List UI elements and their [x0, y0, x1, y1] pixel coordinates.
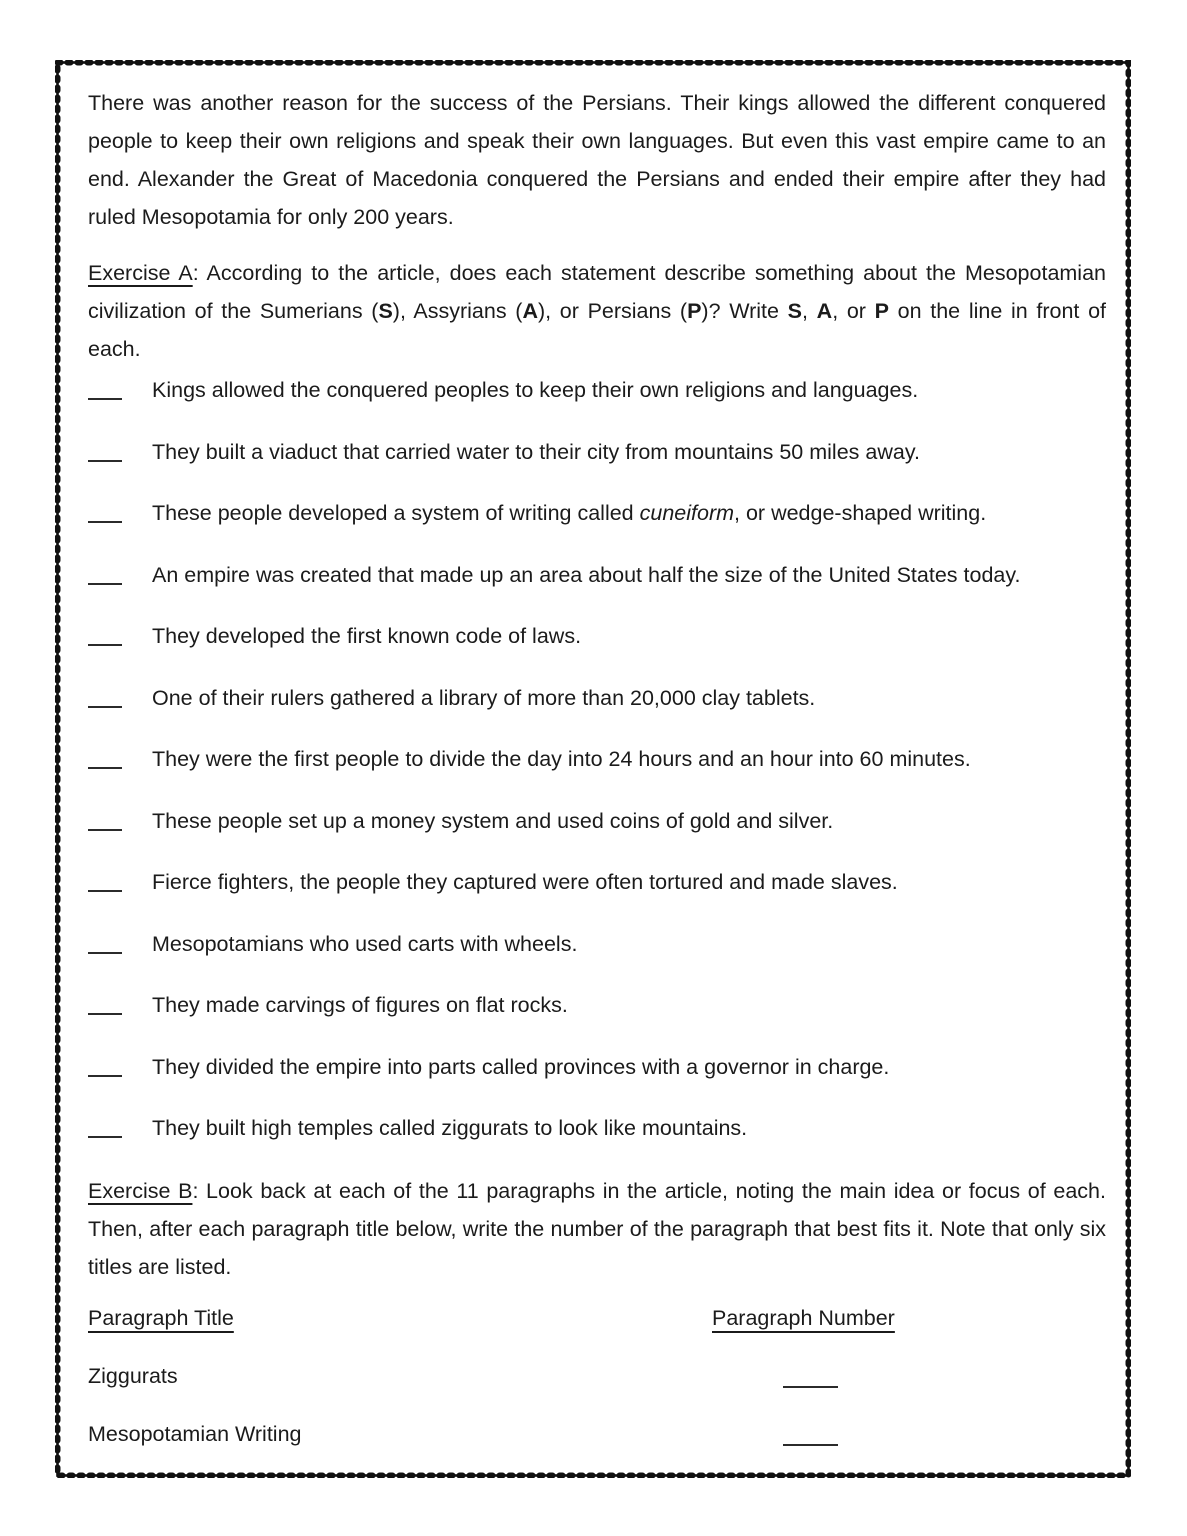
intro-text: There was another reason for the success of the Persians. Their kings allowed the different conquered people to keep their own religions and speak their own languages. But even this vast empire came to an end. Alexander the Great of Macedonia conquered the Persians and ended their empire after they had ruled Mesopotamia for only 200 years. [88, 91, 1106, 229]
statement-row [88, 622, 1106, 650]
exercise-a-text: : According to the article, does each statement describe something about the Mesopotamian civilization of the Sumerians ( [88, 261, 1106, 323]
letter-a: A [816, 299, 833, 323]
exercise-a-instructions [88, 254, 1106, 368]
paragraph-title-header: Paragraph Title [88, 1306, 234, 1330]
statement-text: They built a viaduct that carried water to their city from mountains 50 miles away. [152, 439, 920, 464]
statement-text: They made carvings of figures on flat rocks. [152, 993, 568, 1017]
statement-row [88, 499, 1106, 527]
exercise-a-text: ), Assyrians ( [392, 299, 523, 323]
exercise-a-text: ), or Persians ( [537, 299, 688, 323]
statement-row [88, 376, 1106, 404]
exercise-a-text: , [802, 299, 817, 323]
exercise-b-label: Exercise B [88, 1179, 193, 1203]
statement-row [88, 745, 1106, 773]
paragraph-title: Mesopotamian Writing [88, 1422, 302, 1446]
table-header-row [88, 1304, 1106, 1332]
exercise-a-text: )? Write [701, 299, 788, 323]
answer-blank[interactable] [88, 1013, 122, 1015]
statement-row [88, 1053, 1106, 1081]
letter-s: S [378, 299, 393, 323]
statement-text: An empire was created that made up an area about half the size of the United States today. [152, 562, 1021, 587]
statement-text: Kings allowed the conquered peoples to keep their own religions and languages. [152, 378, 919, 402]
answer-blank[interactable] [88, 1136, 122, 1138]
exercise-a-text: , or [832, 299, 875, 323]
statement-row [88, 807, 1106, 835]
paragraph-title: Ziggurats [88, 1364, 178, 1388]
statement-text: Mesopotamians who used carts with wheels. [152, 931, 578, 956]
answer-blank[interactable] [88, 952, 122, 954]
exercise-a-label: Exercise A [88, 261, 193, 285]
paragraph-number-blank[interactable] [783, 1386, 838, 1388]
statement-row [88, 561, 1106, 589]
statement-text: One of their rulers gathered a library of more than 20,000 clay tablets. [152, 685, 816, 710]
statement-list [88, 376, 1106, 1142]
table-row [88, 1362, 1106, 1390]
answer-blank[interactable] [88, 583, 122, 585]
answer-blank[interactable] [88, 521, 122, 523]
answer-blank[interactable] [88, 767, 122, 769]
statement-text: They developed the first known code of laws. [152, 624, 582, 648]
statement-text: These people set up a money system and used coins of gold and silver. [152, 808, 834, 833]
paragraph-number-header: Paragraph Number [712, 1306, 895, 1330]
statement-row [88, 868, 1106, 896]
exercise-b-instructions [88, 1172, 1106, 1286]
paragraph-number-blank[interactable] [783, 1444, 838, 1446]
statement-text: Fierce fighters, the people they captured were often tortured and made slaves. [152, 870, 898, 894]
statement-row [88, 438, 1106, 466]
statement-row [88, 684, 1106, 712]
paragraph-title-table [88, 1304, 1106, 1448]
statement-text: They built high temples called ziggurats to look like mountains. [152, 1116, 748, 1140]
answer-blank[interactable] [88, 644, 122, 646]
answer-blank[interactable] [88, 890, 122, 892]
answer-blank[interactable] [88, 398, 122, 400]
letter-s: S [787, 299, 802, 323]
letter-p: P [874, 299, 889, 323]
statement-row [88, 991, 1106, 1019]
answer-blank[interactable] [88, 460, 122, 462]
answer-blank[interactable] [88, 706, 122, 708]
letter-p: P [687, 299, 702, 323]
statement-text: They were the first people to divide the day into 24 hours and an hour into 60 minutes. [152, 747, 971, 771]
table-row [88, 1420, 1106, 1448]
statement-row [88, 930, 1106, 958]
statement-text: These people developed a system of writing called cuneiform, or wedge-shaped writing. [152, 501, 987, 525]
exercise-b-text: : Look back at each of the 11 paragraphs in the article, noting the main idea or focus of each. Then, after each paragraph title below, write the number of the paragraph that best fits it. Note that only six titles are listed. [88, 1179, 1106, 1279]
statement-row [88, 1114, 1106, 1142]
answer-blank[interactable] [88, 829, 122, 831]
page-content [88, 84, 1106, 1448]
statement-text: They divided the empire into parts called provinces with a governor in charge. [152, 1054, 890, 1079]
letter-a: A [522, 299, 538, 323]
exercise-a-text: on the line in front of each. [88, 299, 1106, 361]
intro-paragraph [88, 84, 1106, 236]
answer-blank[interactable] [88, 1075, 122, 1077]
